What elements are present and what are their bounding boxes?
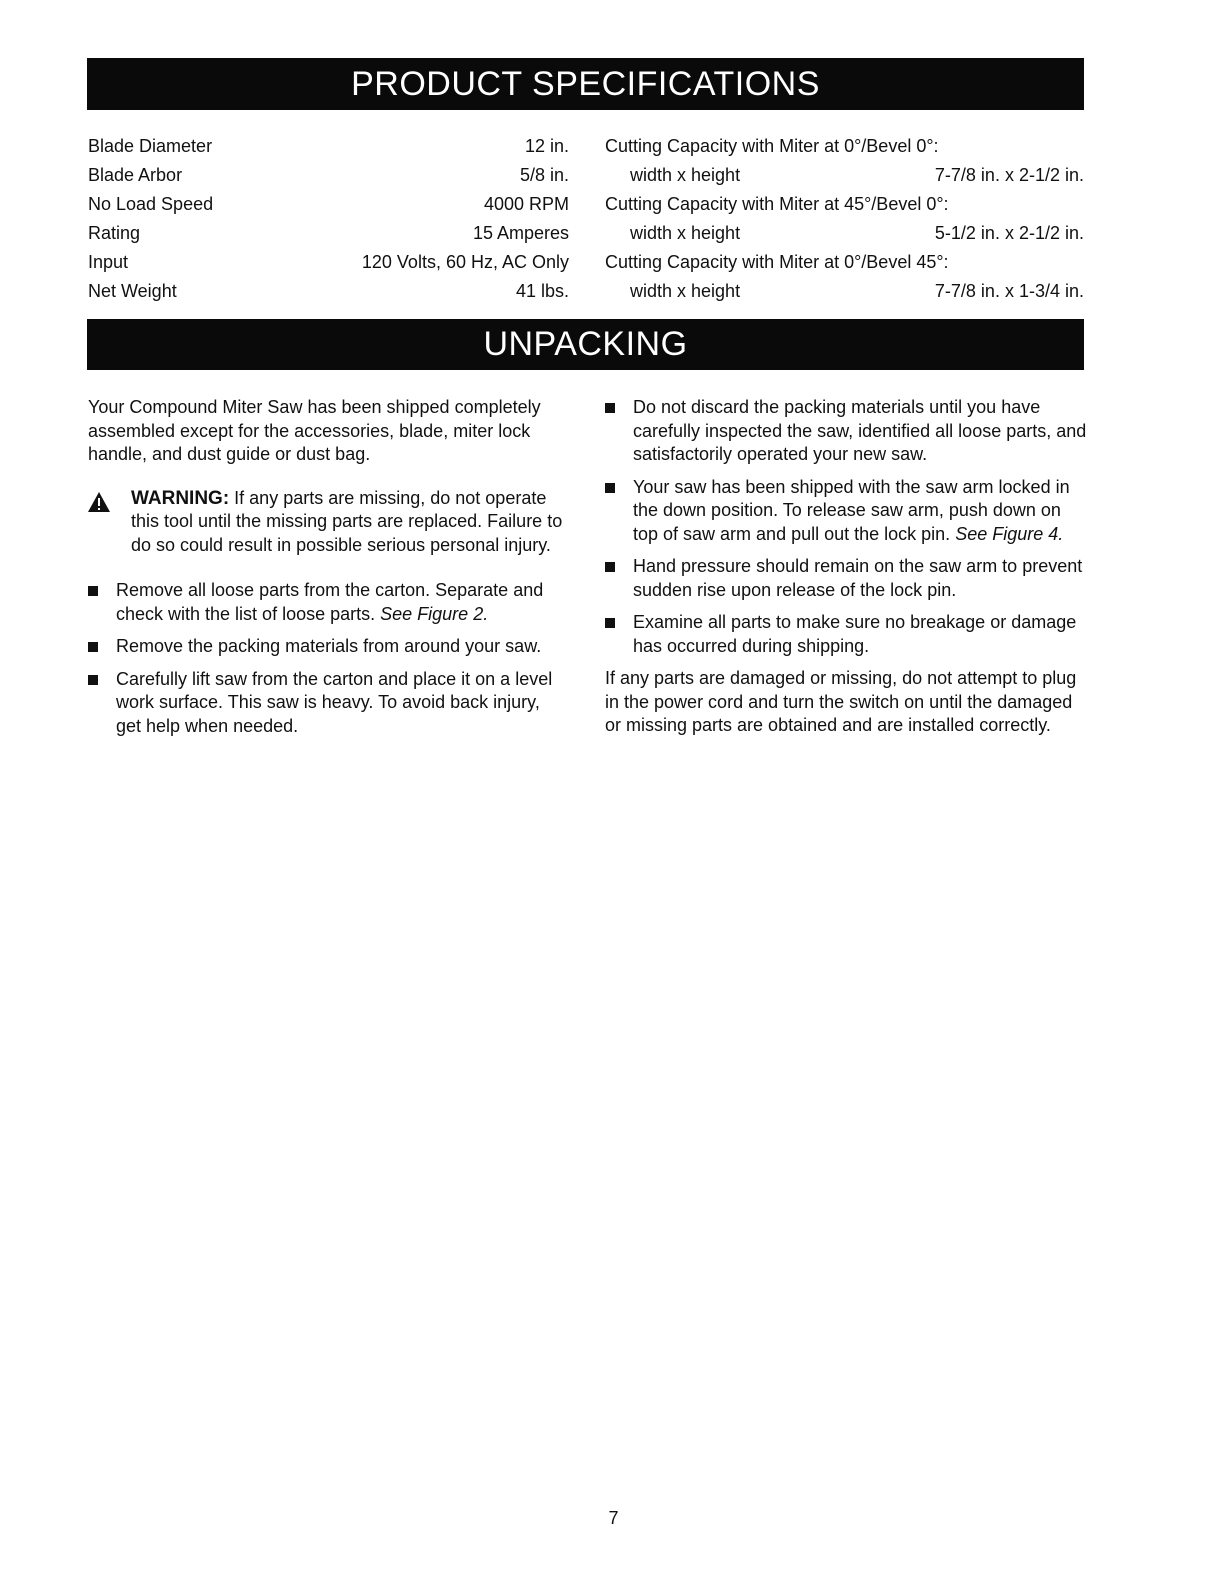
warning-text: If any parts are missing, do not operate this tool until the missing parts are replaced. Failure to do so could result in possible serious personal injury. (131, 487, 563, 555)
spec-value: 5/8 in. (519, 165, 569, 185)
square-bullet-icon (88, 642, 98, 652)
product-specifications-banner: PRODUCT SPECIFICATIONS (87, 58, 1084, 110)
spec-label: No Load Speed (88, 194, 214, 214)
list-item (88, 635, 568, 659)
spec-value: 15 Amperes (472, 223, 569, 243)
capacity-heading: Cutting Capacity with Miter at 0°/Bevel 45°: (605, 252, 949, 272)
warning-triangle-icon (88, 492, 110, 512)
list-item (88, 579, 568, 626)
capacity-row (605, 277, 1084, 306)
square-bullet-icon (605, 403, 615, 413)
bullet-text: Carefully lift saw from the carton and place it on a level work surface. This saw is heavy. To avoid back injury, get help when needed. (116, 668, 553, 736)
unpacking-right-column (605, 396, 1090, 738)
spec-row (88, 277, 569, 306)
warning-title: WARNING: (131, 487, 230, 509)
cutting-capacity-table (605, 132, 1084, 306)
warning-block (88, 487, 568, 558)
capacity-label: width x height (630, 165, 741, 185)
left-bullet-list (88, 579, 568, 738)
spec-row (88, 161, 569, 190)
capacity-heading: Cutting Capacity with Miter at 0°/Bevel 0°: (605, 136, 939, 156)
list-item (605, 611, 1090, 658)
page-number: 7 (608, 1508, 619, 1528)
spec-label: Blade Arbor (88, 165, 183, 185)
capacity-value: 7-7/8 in. x 2-1/2 in. (934, 165, 1084, 185)
capacity-row (605, 161, 1084, 190)
spec-row (88, 219, 569, 248)
list-item (605, 476, 1090, 547)
bullet-text: Remove all loose parts from the carton. Separate and check with the list of loose parts. (116, 580, 544, 624)
spec-label: Blade Diameter (88, 136, 213, 156)
bullet-text: Do not discard the packing materials until you have carefully inspected the saw, identified all loose parts, and satisfactorily operated your new saw. (633, 397, 1087, 464)
spec-value: 41 lbs. (515, 281, 569, 301)
bullet-text: Examine all parts to make sure no breakage or damage has occurred during shipping. (633, 612, 1077, 656)
square-bullet-icon (605, 562, 615, 572)
spec-value: 4000 RPM (483, 194, 569, 214)
unpacking-left-column (88, 396, 568, 747)
capacity-label: width x height (630, 281, 741, 301)
square-bullet-icon (605, 618, 615, 628)
bullet-text: Your saw has been shipped with the saw arm locked in the down position. To release saw arm, push down on top of saw arm and pull out the lock pin. (633, 476, 1070, 544)
spec-label: Rating (88, 223, 141, 243)
spec-label: Net Weight (88, 281, 177, 301)
closing-paragraph: If any parts are damaged or missing, do not attempt to plug in the power cord and turn the switch on until the damaged or missing parts are obtained and are installed correctly. (605, 668, 1077, 735)
right-bullet-list (605, 396, 1090, 658)
list-item (605, 396, 1090, 467)
figure-reference: See Figure 2. (380, 603, 489, 624)
list-item (605, 555, 1090, 602)
square-bullet-icon (88, 675, 98, 685)
spec-row (88, 132, 569, 161)
spec-value: 120 Volts, 60 Hz, AC Only (361, 252, 569, 272)
capacity-value: 7-7/8 in. x 1-3/4 in. (934, 281, 1084, 301)
figure-reference: See Figure 4. (955, 523, 1064, 544)
capacity-label: width x height (630, 223, 741, 243)
unpacking-banner: UNPACKING (87, 319, 1084, 370)
bullet-text: Remove the packing materials from around your saw. (116, 636, 542, 656)
list-item (88, 668, 568, 739)
bullet-text: Hand pressure should remain on the saw arm to prevent sudden rise upon release of the lock pin. (633, 556, 1083, 600)
square-bullet-icon (88, 586, 98, 596)
spec-row (88, 190, 569, 219)
spec-table (88, 132, 569, 306)
capacity-row (605, 219, 1084, 248)
square-bullet-icon (605, 483, 615, 493)
spec-row (88, 248, 569, 277)
capacity-heading: Cutting Capacity with Miter at 45°/Bevel 0°: (605, 194, 949, 214)
spec-value: 12 in. (524, 136, 569, 156)
spec-label: Input (88, 252, 129, 272)
capacity-value: 5-1/2 in. x 2-1/2 in. (934, 223, 1084, 243)
unpacking-intro: Your Compound Miter Saw has been shipped completely assembled except for the accessories, blade, miter lock handle, and dust guide or dust bag. (88, 397, 541, 464)
